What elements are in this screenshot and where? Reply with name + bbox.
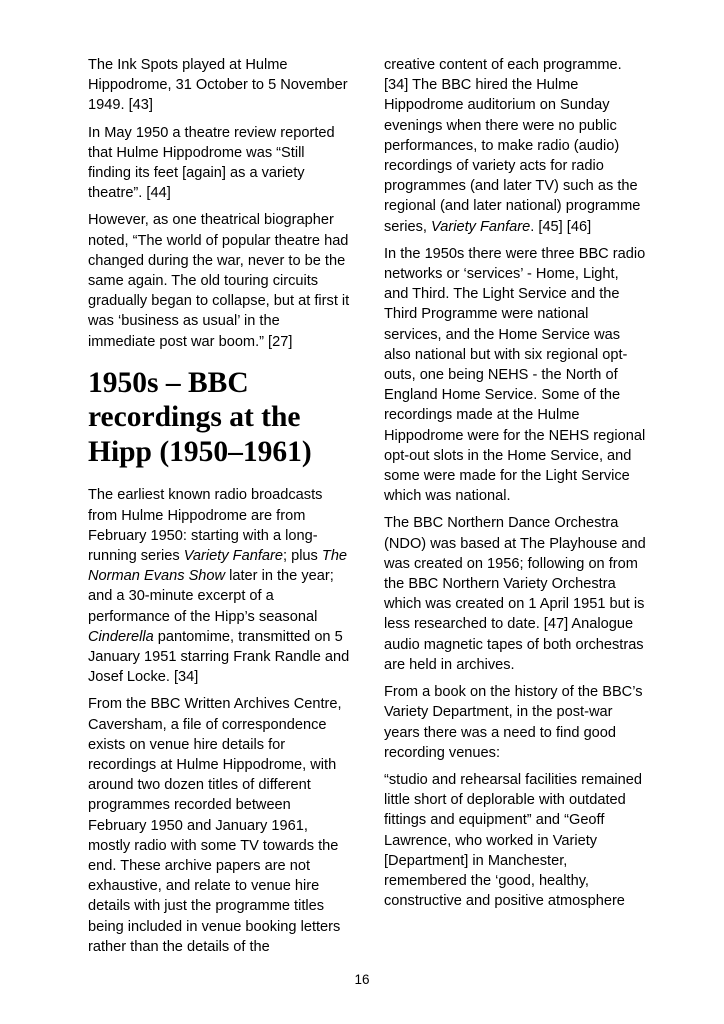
- paragraph-radio-networks: In the 1950s there were three BBC radio networks or ‘services’ - Home, Light, and Third. The Light Service and the Third Programme were national services, and the Home Service was also national but with six regional opt-outs, one being NEHS - the North of England Home Service. Some of the recordings made at the Hulme Hippodrome were for the NEHS regional opt-out slots in the Home Service, and some were made for the Light Service which was national.: [384, 245, 646, 505]
- paragraph-ink-spots: The Ink Spots played at Hulme Hippodrome, 31 October to 5 November 1949. [43]: [88, 57, 348, 114]
- paragraph-theatrical-biographer: However, as one theatrical biographer noted, “The world of popular theatre had changed during the war, never to be the same again. The old touring circuits gradually began to collapse, but at first it was ‘business as usual’ in the immediate post war boom.” [27]: [88, 212, 350, 350]
- paragraph-dance-orchestra: The BBC Northern Dance Orchestra (NDO) was based at The Playhouse and was created on 1956; following on from the BBC Northern Variety Orchestra which was created on 1 April 1951 but is less researched to date. [47] Analogue audio magnetic tapes of both orchestras are held in archives.: [384, 515, 646, 673]
- italic-title: Cinderella: [88, 628, 154, 645]
- paragraph-written-archives: From the BBC Written Archives Centre, Caversham, a file of correspondence exists on venue hire details for recordings at Hulme Hippodrome, with around two dozen titles of different programmes recorded between February 1950 and January 1961, mostly radio with some TV towards the end. These archive papers are not exhaustive, and relate to venue hire details with just the programme titles being included in venue booking letters rather than the details of the: [88, 696, 342, 955]
- italic-title: The Norman Evans Show: [88, 547, 348, 585]
- text-run: . [45] [46]: [530, 218, 592, 235]
- text-run: later in the year; and a 30-minute excerpt of a performance of the Hipp’s seasonal: [88, 568, 334, 625]
- text-run: pantomime, transmitted on 5 January 1951 starring Frank Randle and Josef Locke. [34]: [88, 628, 350, 686]
- section-heading: 1950s – BBC recordings at the Hipp (1950–1961): [88, 366, 312, 468]
- paragraph-earliest-broadcasts: [88, 485, 350, 687]
- italic-title: Variety Fanfare: [431, 218, 531, 235]
- text-run: The earliest known radio broadcasts from Hulme Hippodrome are from February 1950: starting with a long-running series: [88, 487, 323, 564]
- paragraph-theatre-review: In May 1950 a theatre review reported that Hulme Hippodrome was “Still finding its feet [again] as a variety theatre”. [44]: [88, 124, 335, 202]
- paragraph-bbc-hired: [384, 55, 646, 237]
- paragraph-quote: “studio and rehearsal facilities remained little short of deplorable with outdated fittings and equipment” and “Geoff Lawrence, who worked in Variety [Department] in Manchester, remembered the ‘good, healthy, constructive and positive atmosphere: [384, 771, 642, 910]
- right-column: [384, 55, 646, 918]
- left-column: [88, 55, 350, 964]
- italic-title: Variety Fanfare: [183, 547, 283, 564]
- page-number: 16: [354, 972, 370, 987]
- paragraph-variety-department: From a book on the history of the BBC’s Variety Department, in the post-war years there was a need to find good recording venues:: [384, 684, 643, 761]
- text-run: ; plus: [282, 547, 322, 564]
- text-run: creative content of each programme. [34] The BBC hired the Hulme Hippodrome auditorium on Sunday evenings when there were no public performances, to make radio (audio) recordings of variety acts for radio programmes (and later TV) such as the regional (and later national) programme series,: [384, 57, 641, 235]
